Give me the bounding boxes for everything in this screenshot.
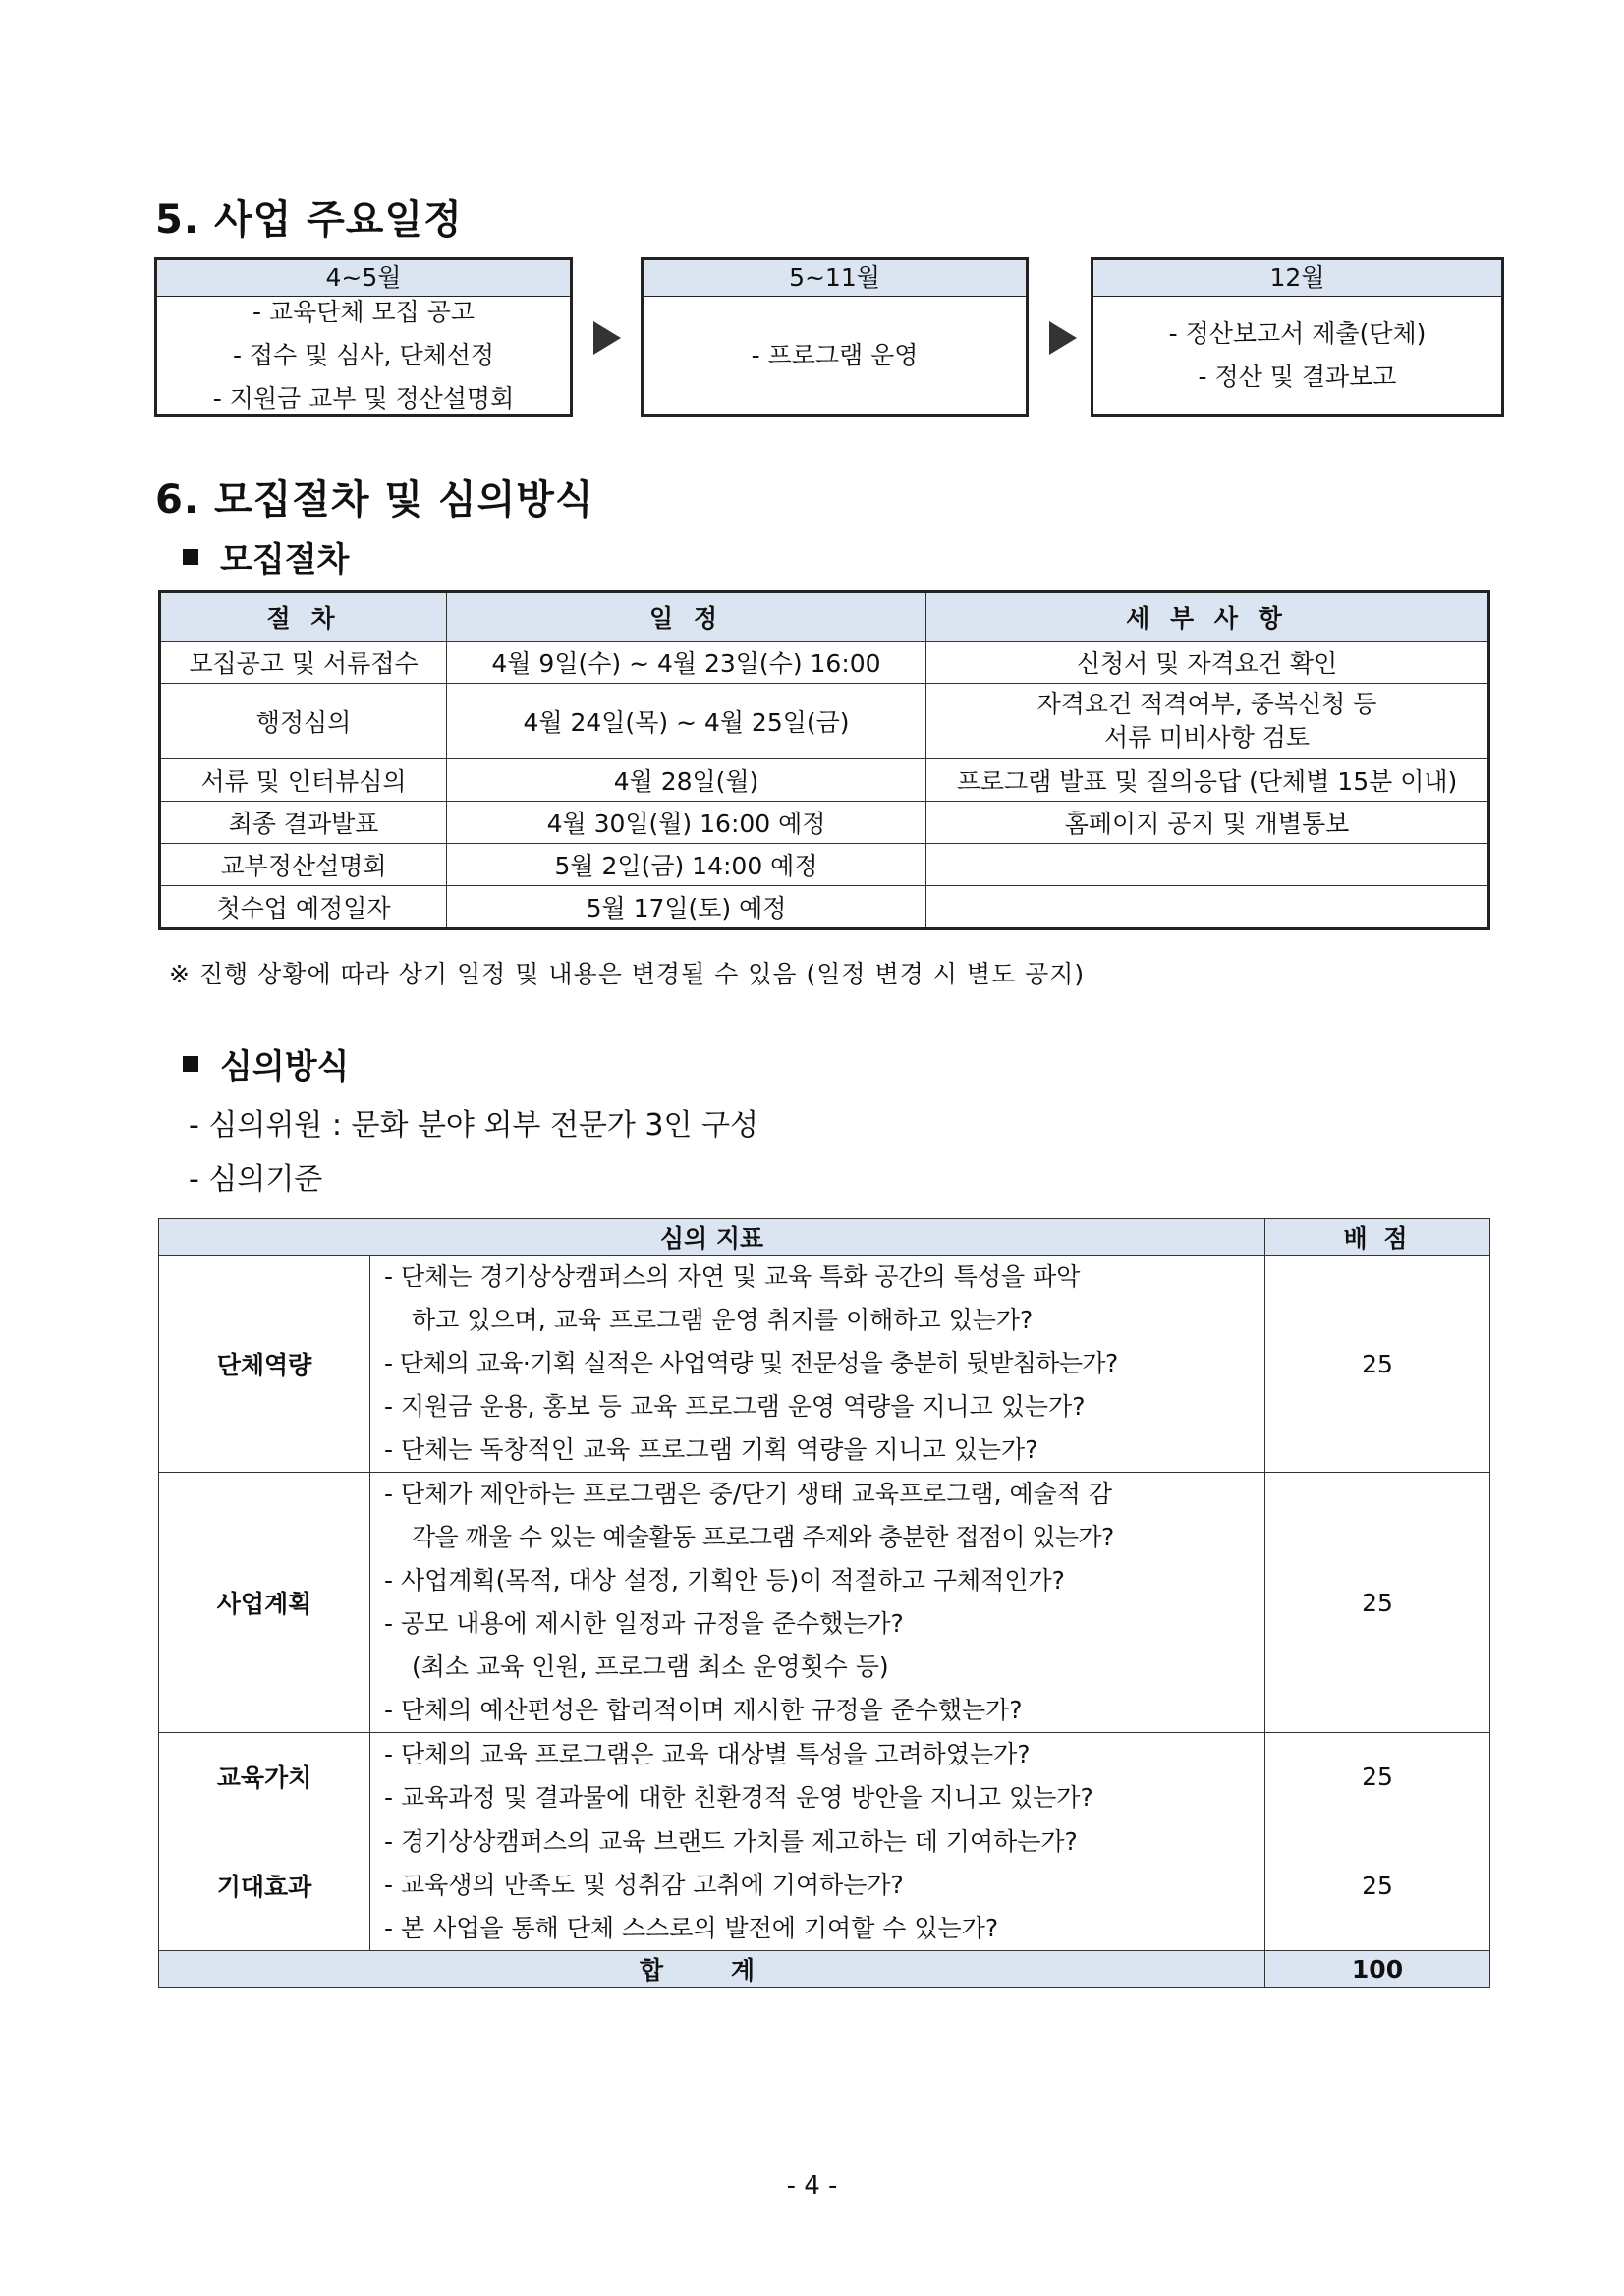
schedule-stage-3: [1091, 257, 1504, 417]
total-label: 합 계: [159, 1951, 1265, 1988]
criteria-line: 하고 있으며, 교육 프로그램 운영 취지를 이해하고 있는가?: [412, 1306, 1034, 1334]
review-bullet: - 심의기준: [189, 1162, 323, 1197]
procedure-step: 모집공고 및 서류접수: [160, 642, 447, 684]
procedure-detail: 홈페이지 공지 및 개별통보: [926, 802, 1489, 844]
table-row: [160, 684, 1489, 759]
criteria-line: - 단체가 제안하는 프로그램은 중/단기 생태 교육프로그램, 예술적 감: [384, 1480, 1113, 1508]
review-bullet: - 심의위원 : 문화 분야 외부 전문가 3인 구성: [189, 1108, 758, 1143]
criteria-line: - 사업계획(목적, 대상 설정, 기획안 등)이 적절하고 구체적인가?: [384, 1566, 1065, 1595]
criteria-category: 단체역량: [159, 1256, 370, 1473]
criteria-line: - 공모 내용에 제시한 일정과 규정을 준수했는가?: [384, 1609, 904, 1638]
criteria-category: 사업계획: [159, 1473, 370, 1733]
procedure-step: 최종 결과발표: [160, 802, 447, 844]
criteria-list: [370, 1473, 1265, 1733]
procedure-heading: [183, 532, 349, 581]
total-points: 100: [1265, 1951, 1490, 1988]
stage-item: - 정산보고서 제출(단체): [1168, 319, 1427, 348]
total-row: [159, 1951, 1490, 1988]
procedure-step: 교부정산설명회: [160, 844, 447, 886]
criteria-line: - 교육과정 및 결과물에 대한 친환경적 운영 방안을 지니고 있는가?: [384, 1783, 1093, 1812]
criteria-line: (최소 교육 인원, 프로그램 최소 운영횟수 등): [412, 1652, 889, 1681]
stage-item: - 정산 및 결과보고: [1198, 363, 1397, 391]
table-row: [160, 886, 1489, 929]
procedure-date: 4월 30일(월) 16:00 예정: [447, 802, 926, 844]
stage-period: 12월: [1093, 260, 1501, 297]
procedure-step: 첫수업 예정일자: [160, 886, 447, 929]
stage-item: - 프로그램 운영: [751, 341, 919, 369]
criteria-line: - 본 사업을 통해 단체 스스로의 발전에 기여할 수 있는가?: [384, 1914, 999, 1942]
procedure-detail: [926, 684, 1489, 759]
procedure-date: 5월 2일(금) 14:00 예정: [447, 844, 926, 886]
criteria-line: - 단체의 교육·기획 실적은 사업역량 및 전문성을 충분히 뒷받침하는가?: [384, 1349, 1118, 1377]
square-bullet-icon: [183, 549, 198, 565]
criteria-line: - 지원금 운용, 홍보 등 교육 프로그램 운영 역량을 지니고 있는가?: [384, 1392, 1086, 1421]
section-6-title: 6. 모집절차 및 심의방식: [155, 477, 594, 523]
procedure-detail: 신청서 및 자격요건 확인: [926, 642, 1489, 684]
column-header: 일 정: [447, 592, 926, 642]
procedure-date: 4월 24일(목) ~ 4월 25일(금): [447, 684, 926, 759]
procedure-date: 4월 9일(수) ~ 4월 23일(수) 16:00: [447, 642, 926, 684]
column-header: 절 차: [160, 592, 447, 642]
section-5-title: 5. 사업 주요일정: [155, 197, 463, 243]
criteria-line: - 경기상상캠퍼스의 교육 브랜드 가치를 제고하는 데 기여하는가?: [384, 1827, 1078, 1856]
criteria-points: 25: [1265, 1733, 1490, 1820]
square-bullet-icon: [183, 1056, 198, 1072]
criteria-line: - 단체의 예산편성은 합리적이며 제시한 규정을 준수했는가?: [384, 1696, 1023, 1724]
criteria-line: 각을 깨울 수 있는 예술활동 프로그램 주제와 충분한 접점이 있는가?: [412, 1523, 1114, 1551]
arrow-right-icon: [593, 321, 621, 355]
procedure-detail: [926, 844, 1489, 886]
criteria-line: - 교육생의 만족도 및 성취감 고취에 기여하는가?: [384, 1871, 904, 1899]
schedule-stage-1: [154, 257, 573, 417]
column-header: 세 부 사 항: [926, 592, 1489, 642]
procedure-date: 5월 17일(토) 예정: [447, 886, 926, 929]
review-criteria-table: [158, 1218, 1490, 1988]
criteria-line: - 단체는 경기상상캠퍼스의 자연 및 교육 특화 공간의 특성을 파악: [384, 1262, 1081, 1291]
stage-item: - 교육단체 모집 공고: [252, 298, 476, 326]
criteria-list: [370, 1733, 1265, 1820]
criteria-category: 교육가치: [159, 1733, 370, 1820]
procedure-step: 행정심의: [160, 684, 447, 759]
schedule-stage-2: [641, 257, 1029, 417]
table-row: [159, 1820, 1490, 1951]
procedure-date: 4월 28일(월): [447, 759, 926, 802]
procedure-step: 서류 및 인터뷰심의: [160, 759, 447, 802]
page-number: - 4 -: [786, 2171, 838, 2201]
table-row: [160, 802, 1489, 844]
detail-line: 자격요건 적격여부, 중복신청 등: [1036, 690, 1377, 718]
criteria-points: 25: [1265, 1473, 1490, 1733]
table-row: [159, 1473, 1490, 1733]
table-row: [159, 1733, 1490, 1820]
arrow-right-icon: [1049, 321, 1077, 355]
table-row: [159, 1256, 1490, 1473]
review-heading-text: 심의방식: [220, 1047, 350, 1087]
stage-period: 5~11월: [644, 260, 1026, 297]
review-heading: [183, 1039, 349, 1088]
criteria-line: - 단체의 교육 프로그램은 교육 대상별 특성을 고려하였는가?: [384, 1740, 1031, 1768]
criteria-line: - 단체는 독창적인 교육 프로그램 기획 역량을 지니고 있는가?: [384, 1435, 1038, 1464]
procedure-table: [158, 590, 1490, 930]
schedule-note: ※ 진행 상황에 따라 상기 일정 및 내용은 변경될 수 있음 (일정 변경 시 별도 공지): [169, 960, 1086, 988]
detail-line: 서류 미비사항 검토: [1103, 723, 1311, 752]
procedure-detail: [926, 886, 1489, 929]
table-row: [160, 759, 1489, 802]
criteria-category: 기대효과: [159, 1820, 370, 1951]
column-header: 배 점: [1265, 1219, 1490, 1256]
criteria-points: 25: [1265, 1256, 1490, 1473]
criteria-points: 25: [1265, 1820, 1490, 1951]
column-header: 심의 지표: [159, 1219, 1265, 1256]
criteria-list: [370, 1256, 1265, 1473]
table-row: [160, 844, 1489, 886]
procedure-detail: 프로그램 발표 및 질의응답 (단체별 15분 이내): [926, 759, 1489, 802]
stage-item: - 접수 및 심사, 단체선정: [232, 341, 495, 369]
procedure-heading-text: 모집절차: [220, 540, 350, 580]
table-row: [160, 642, 1489, 684]
stage-item: - 지원금 교부 및 정산설명회: [212, 384, 515, 413]
stage-period: 4~5월: [157, 260, 570, 297]
criteria-list: [370, 1820, 1265, 1951]
